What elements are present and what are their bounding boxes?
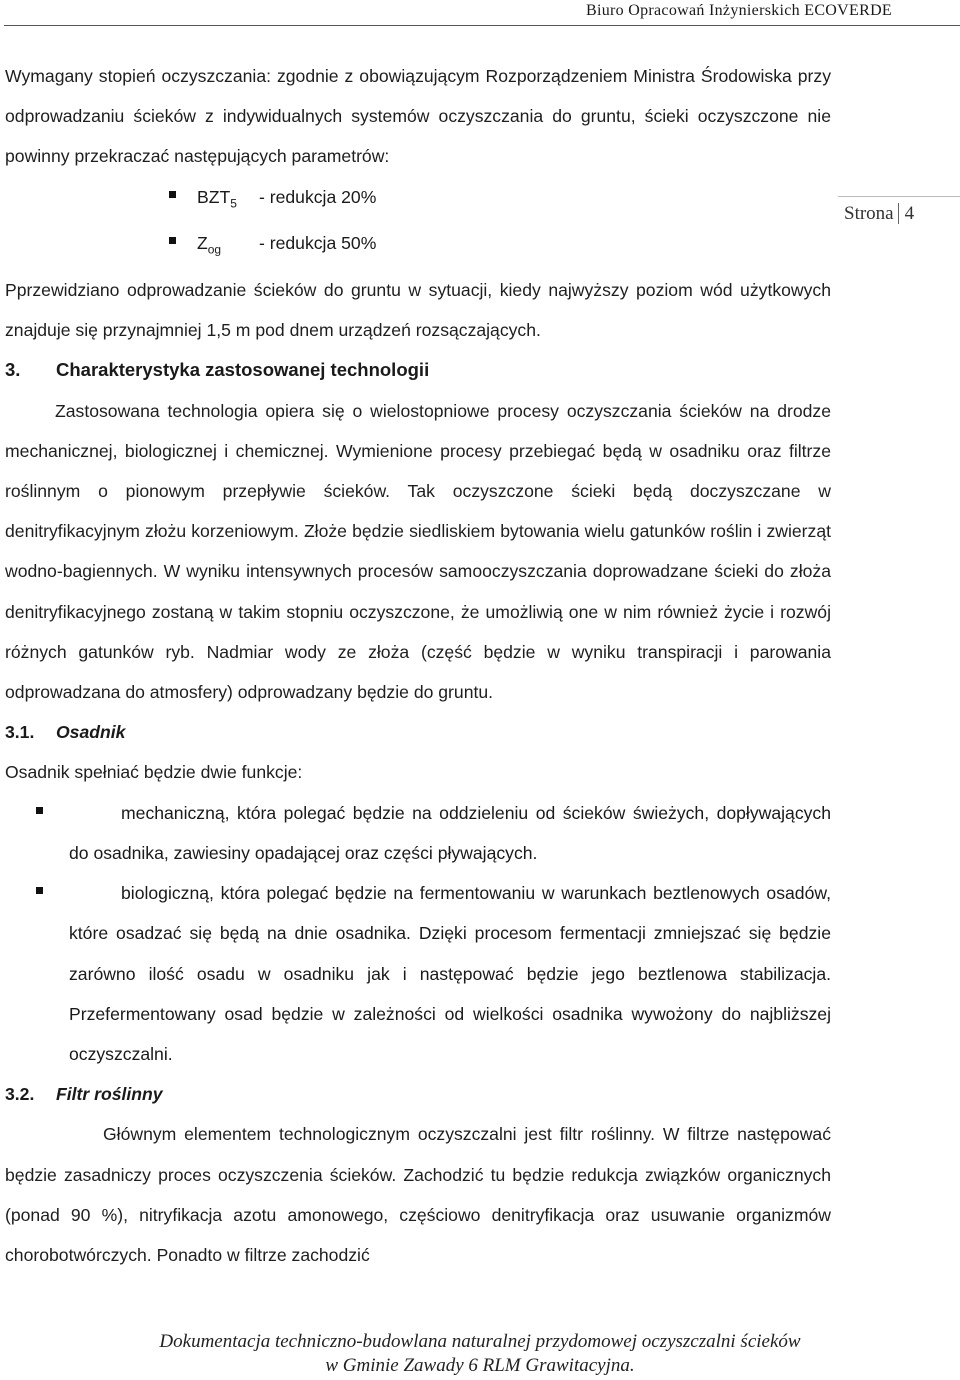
parameter-item-bzt5 [5,177,831,224]
page-footer [0,1330,960,1378]
parameter-item-zog [5,223,831,270]
side-tab-divider [838,196,960,197]
parameter-value: - redukcja 20% [259,186,377,207]
section-3-body: Zastosowana technologia opiera się o wielostopniowe procesy oczyszczania ścieków na drodze mechanicznej, biologicznej i chemicznej. Wymienione procesy przebiegać będą w osadniku oraz filtrze roślinnym o pionowym przepływie ścieków. Tak oczyszczone ścieki będą doczyszczane w denitryfikacyjnym złożu korzeniowym. Złoże będzie siedliskiem bytowania wielu gatunków roślin i zwierząt wodno-bagiennych. W wyniku intensywnych procesów samooczyszczania doprowadzane ścieki do złoża denitryfikacyjnego zostaną w takim stopniu oczyszczone, że umożliwią one w nim również życie i rozwój różnych gatunków ryb. Nadmiar wody ze złoża (część będzie w wyniku transpiracji i parowania odprowadzana do atmosfery) odprowadzany będzie do gruntu. [5,400,831,703]
page-label: Strona [844,203,894,224]
section-3-1-lead: Osadnik spełniać będzie dwie funkcje: [5,762,303,783]
footer-line-1: Dokumentacja techniczno-budowlana naturalnej przydomowej oczyszczalni ścieków [159,1331,801,1352]
parameter-list [5,177,831,270]
parameter-name: $BZT_5$ [197,186,237,211]
osadnik-functions-list [5,793,831,1074]
section-3-1-heading: 3.1. Osadnik [5,722,126,743]
function-item-mechanical: mechaniczną, która polegać będzie na oddzieleniu od ścieków świeżych, dopływających do osadnika, zawiesiny opadającej oraz części pływających. [5,793,831,873]
groundwater-paragraph: Pprzewidziano odprowadzanie ścieków do gruntu w sytuacji, kiedy najwyższy poziom wód użytkowych znajduje się przynajmniej 1,5 m pod dnem urządzeń rozsączających. [5,280,831,341]
section-3-2-heading: 3.2. Filtr roślinny [5,1084,163,1105]
header-divider [4,25,960,26]
function-item-biological: biologiczną, która polegać będzie na fermentowaniu w warunkach beztlenowych osadów, które osadzać się będą na dnie osadnika. Dzięki procesom fermentacji zmniejszać się będzie zarówno ilość osadu w osadniku jak i następować będzie jego beztlenowa stabilizacja. Przefermentowany osad będzie w zależności od wielkości osadnika wywożony do najbliższej oczyszczalni. [5,873,831,1074]
square-bullet-icon [169,237,176,244]
square-bullet-icon [36,887,43,894]
intro-paragraph: Wymagany stopień oczyszczania: zgodnie z obowiązującym Rozporządzeniem Ministra Środowiska przy odprowadzaniu ścieków z indywidualnych systemów oczyszczania do gruntu, ścieki oczyszczone nie powinny przekraczać następujących parametrów: [5,66,831,167]
page-header-company: Biuro Opracowań Inżynierskich ECOVERDE [586,2,892,19]
section-3-heading: 3. Charakterystyka zastosowanej technologii [5,359,430,381]
square-bullet-icon [36,807,43,814]
page-number: 4 [898,203,915,224]
square-bullet-icon [169,191,176,198]
footer-line-2: w Gminie Zawady 6 RLM Grawitacyjna. [325,1355,635,1376]
page-number-tab [844,203,914,225]
document-body [5,56,831,1275]
parameter-name: $Z_{og}$ [197,233,222,257]
section-3-2-body: Głównym elementem technologicznym oczyszczalni jest filtr roślinny. W filtrze następować będzie zasadniczy proces oczyszczenia ścieków. Zachodzić tu będzie redukcja związków organicznych (ponad 90 %), nitryfikacja azotu amonowego, częściowo denitryfikacja oraz usuwanie organizmów chorobotwórczych. Ponadto w filtrze zachodzić [5,1124,831,1265]
parameter-value: - redukcja 50% [259,233,377,254]
